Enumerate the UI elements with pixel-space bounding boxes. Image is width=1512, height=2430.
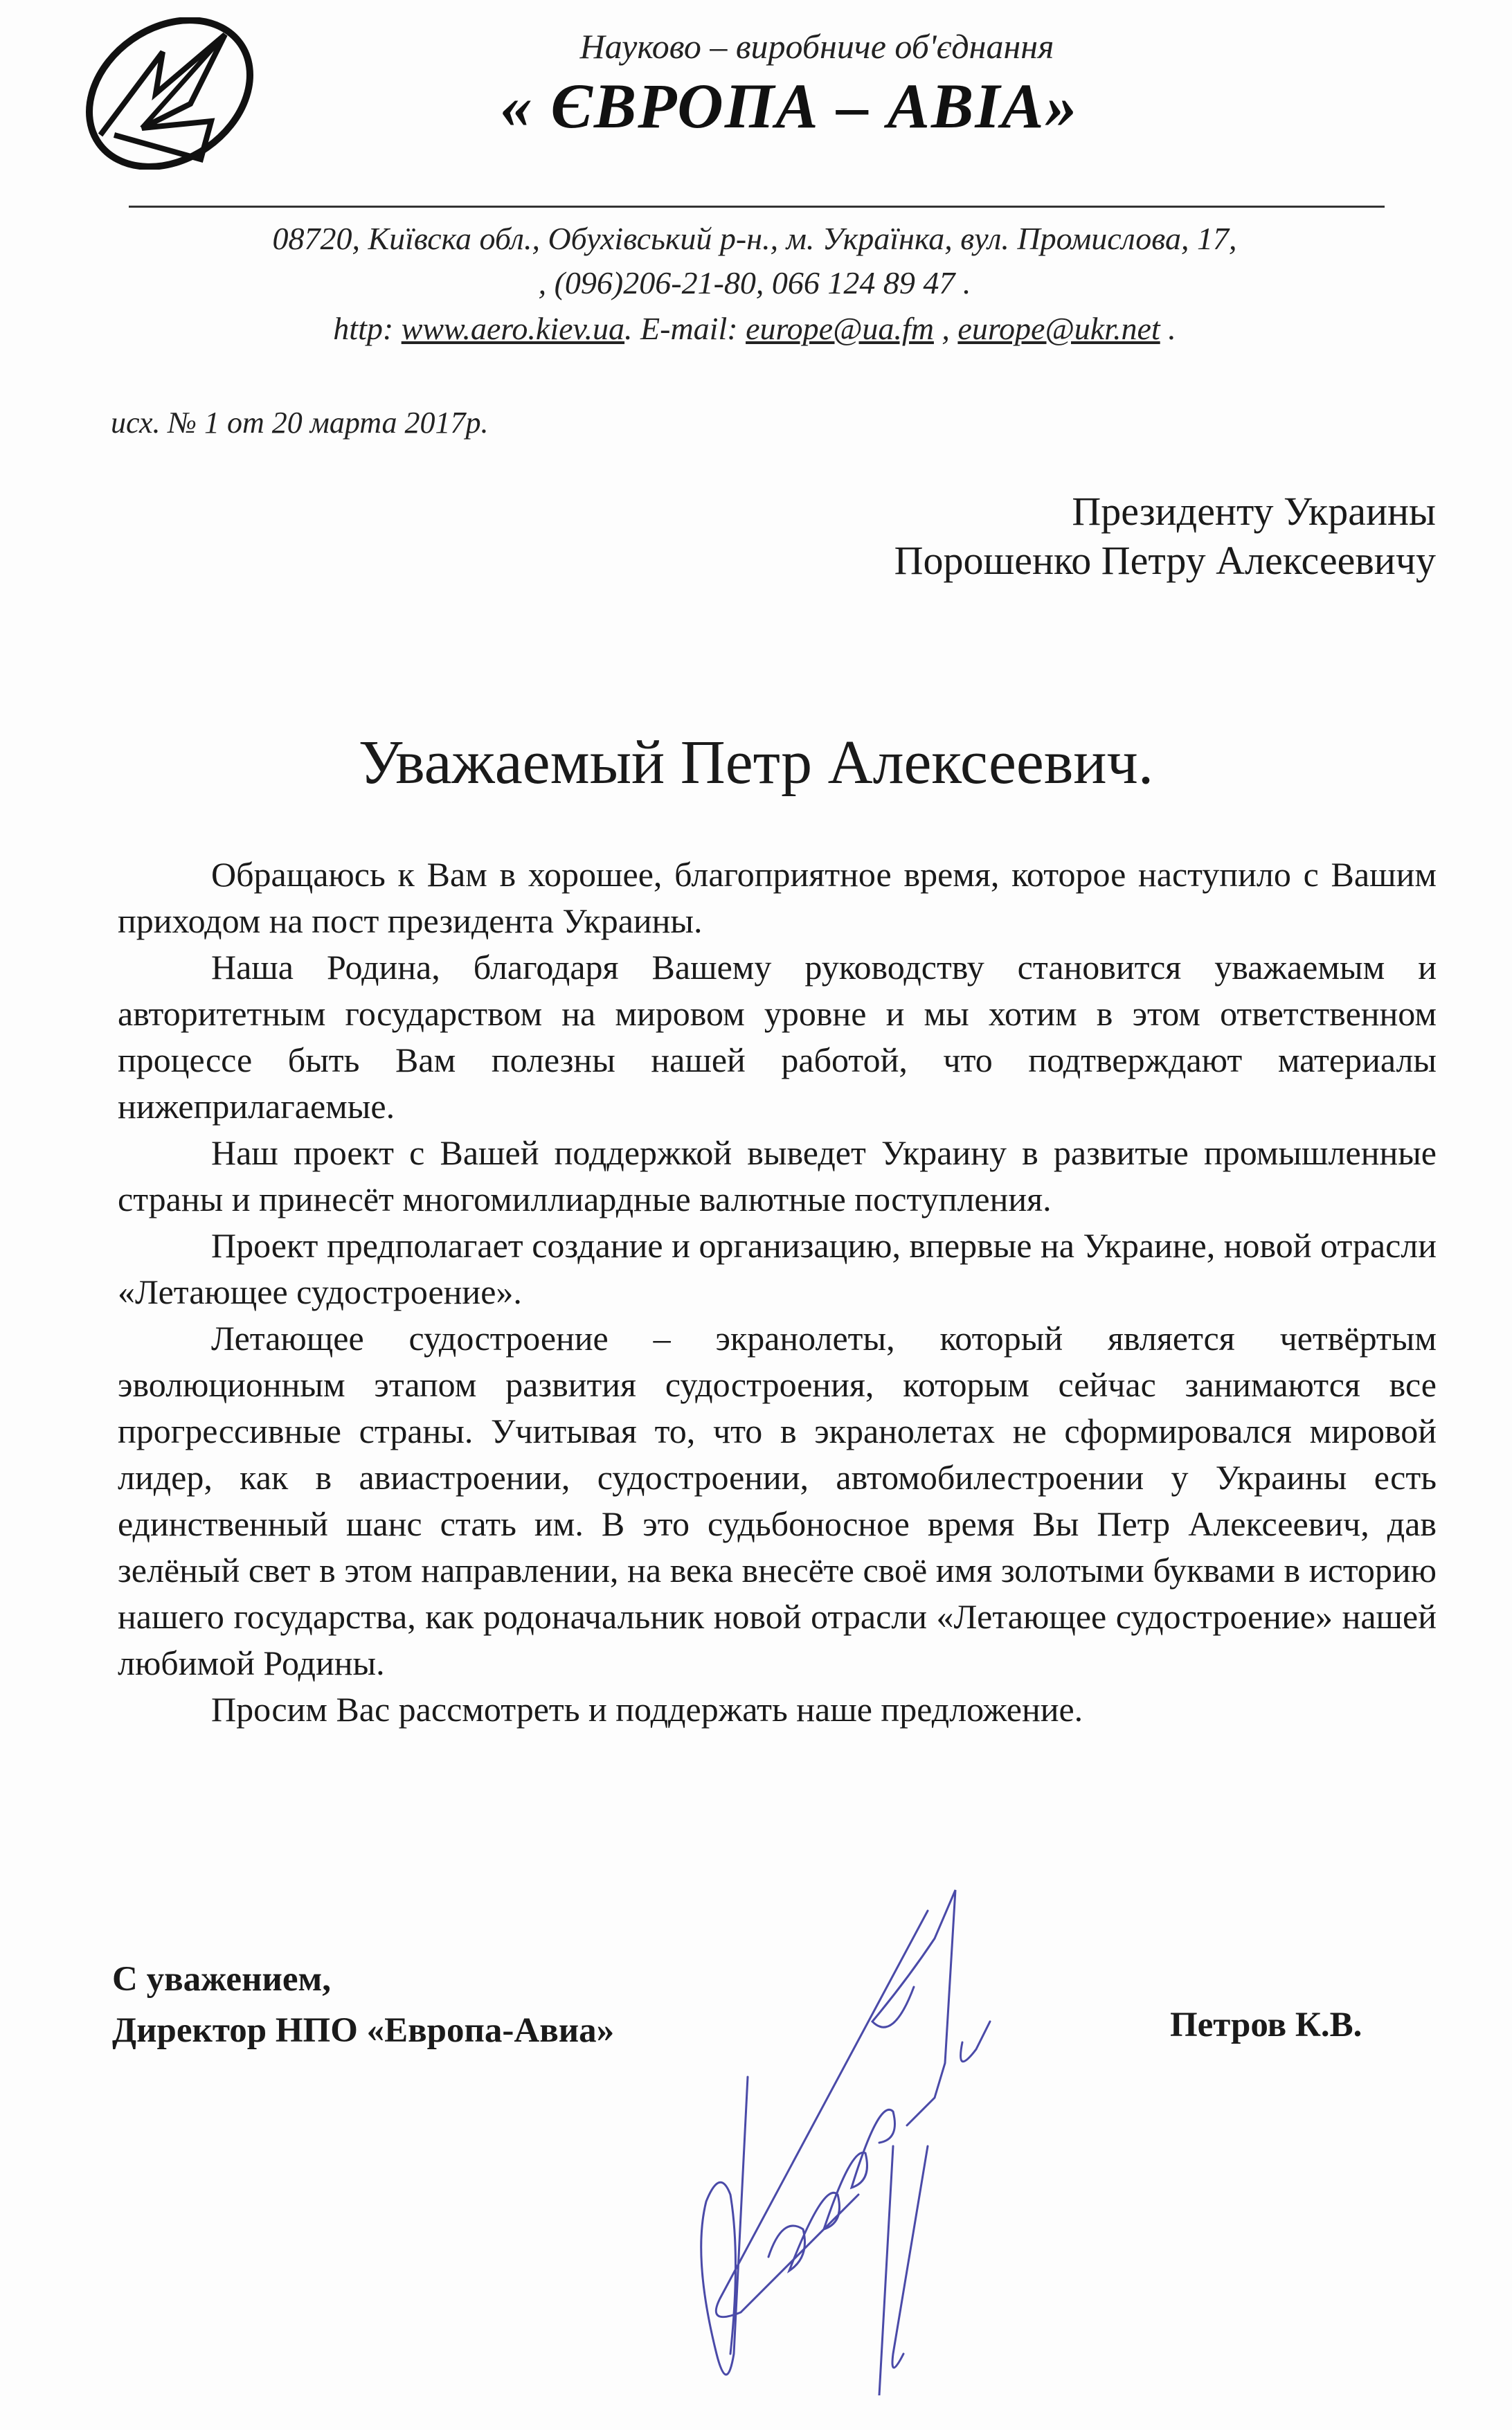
- letter-body: [118, 852, 1437, 1733]
- closing: [112, 1954, 614, 2056]
- email-link-2[interactable]: europe@ukr.net: [957, 311, 1160, 346]
- contacts-line: [138, 310, 1371, 347]
- company-logo: [66, 17, 370, 170]
- recipient-line-1: Президенту Украины: [1072, 489, 1436, 534]
- paragraph: Проект предполагает создание и организацию, впервые на Украине, новой отрасли «Летающее судостроение».: [118, 1226, 1437, 1311]
- email-link-1[interactable]: europe@ua.fm: [746, 311, 934, 346]
- phones: , (096)206-21-80, 066 124 89 47 .: [538, 265, 971, 300]
- email-prefix: . E-mail:: [624, 311, 746, 346]
- signature: [665, 1869, 1115, 2395]
- recipient-line-2: Порошенко Петру Алексеевичу: [894, 538, 1436, 583]
- signer-name: Петров К.В.: [1170, 2006, 1362, 2044]
- reference-number: исх. № 1 от 20 марта 2017р.: [111, 406, 489, 440]
- address: 08720, Київска обл., Обухівський р-н., м. Українка, вул. Промислова, 17,: [272, 221, 1237, 256]
- paragraph: Наша Родина, благодаря Вашему руководству становится уважаемым и авторитетным государством на мировом уровне и мы хотим в этом ответственном процессе быть Вам полезны нашей работой, что подтверждают материалы нижеприлагаемые.: [118, 948, 1437, 1126]
- email-end: .: [1160, 311, 1176, 346]
- web-prefix: http:: [333, 311, 402, 346]
- org-name: « ЄВРОПА – АВІА»: [500, 71, 1079, 141]
- website-link[interactable]: www.aero.kiev.ua: [401, 311, 625, 346]
- paragraph: Летающее судостроение – экранолеты, который является четвёртым эволюционным этапом развития судостроения, которым сейчас занимаются все прогрессивные страны. Учитывая то, что в экранолетах не сформировался мировой лидер, как в авиастроении, судостроении, автомобилестроении у Украины есть единственный шанс стать им. В это судьбоносное время Вы Петр Алексеевич, дав зелёный свет в этом направлении, на века внесёте своё имя золотыми буквами в историю нашего государства, как родоначальник новой отрасли «Летающее судостроение» нашей любимой Родины.: [118, 1319, 1437, 1682]
- paragraph: Обращаюсь к Вам в хорошее, благоприятное время, которое наступило с Вашим приходом на пост президента Украины.: [118, 855, 1437, 940]
- header-divider: [129, 206, 1385, 208]
- paragraph: Просим Вас рассмотреть и поддержать наше предложение.: [211, 1690, 1083, 1729]
- email-separator: ,: [933, 311, 958, 346]
- closing-line-2: Директор НПО «Европа-Авиа»: [112, 2011, 615, 2050]
- closing-line-1: С уважением,: [112, 1960, 331, 1999]
- paragraph: Наш проект с Вашей поддержкой выведет Украину в развитые промышленные страны и принесёт многомиллиардные валютные поступления.: [118, 1133, 1437, 1218]
- org-type: Науково – виробниче об'єднання: [579, 27, 1054, 66]
- greeting: Уважаемый Петр Алексеевич.: [358, 728, 1154, 797]
